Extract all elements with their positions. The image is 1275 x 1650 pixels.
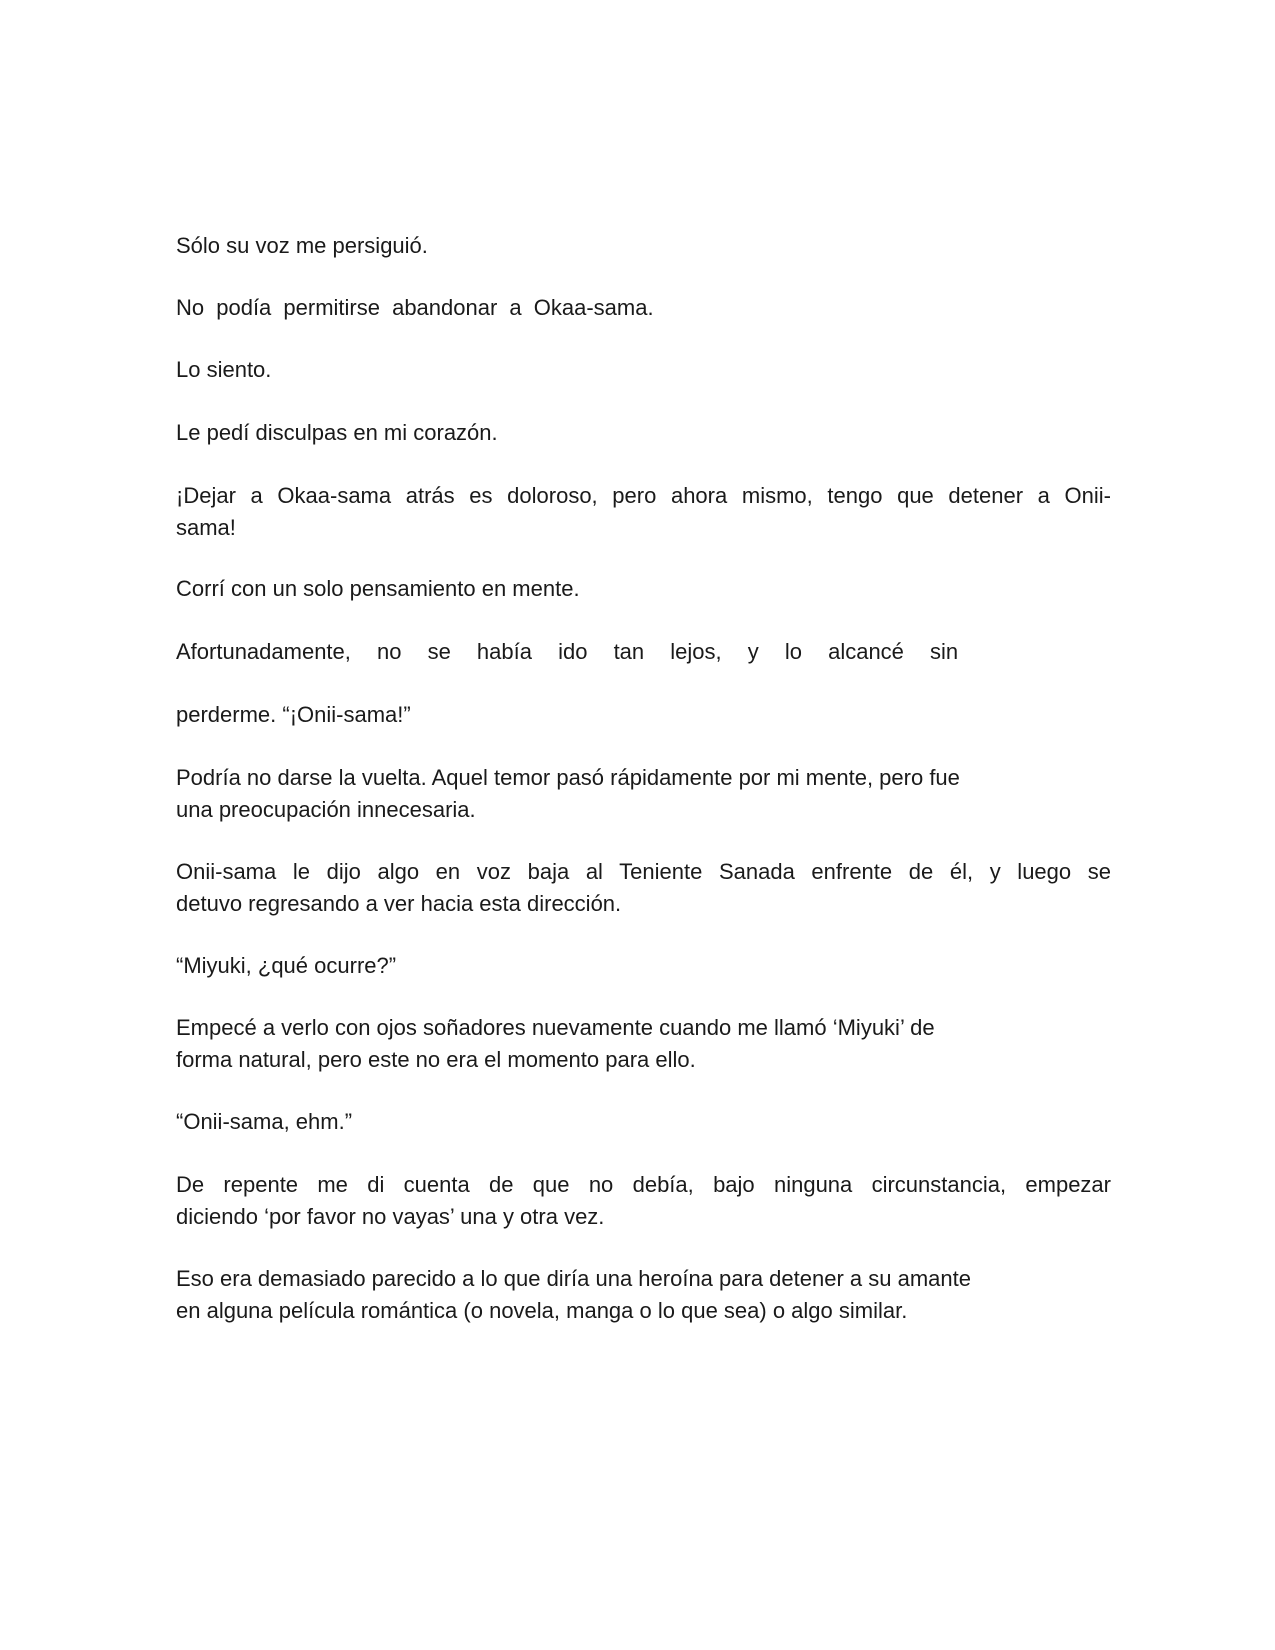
text-line: Afortunadamente, no se había ido tan lejos, y lo alcancé sin — [176, 639, 959, 664]
text-line: Sólo su voz me persiguió. — [176, 233, 428, 258]
paragraph-4 — [176, 417, 1111, 449]
text-line: en alguna película romántica (o novela, manga o lo que sea) o algo similar. — [176, 1298, 908, 1323]
paragraph-10 — [176, 856, 1111, 920]
text-line: perderme. “¡Onii-sama!” — [176, 702, 411, 727]
paragraph-12 — [176, 1012, 1111, 1076]
paragraph-6 — [176, 573, 1111, 605]
text-line: Onii-sama le dijo algo en voz baja al Teniente Sanada enfrente de él, y luego se — [176, 859, 1111, 884]
paragraph-5 — [176, 480, 1111, 544]
paragraph-1 — [176, 230, 1111, 262]
text-line: “Miyuki, ¿qué ocurre?” — [176, 953, 397, 978]
paragraph-3 — [176, 354, 1111, 386]
text-line: forma natural, pero este no era el momento para ello. — [176, 1047, 696, 1072]
paragraph-7 — [176, 636, 1111, 668]
paragraph-13 — [176, 1106, 1111, 1138]
paragraph-9 — [176, 762, 1111, 826]
text-line: detuvo regresando a ver hacia esta dirección. — [176, 891, 622, 916]
paragraph-15 — [176, 1263, 1111, 1327]
text-line: No podía permitirse abandonar a Okaa-sama. — [176, 295, 654, 320]
text-line: Podría no darse la vuelta. Aquel temor pasó rápidamente por mi mente, pero fue — [176, 765, 960, 790]
text-line: Le pedí disculpas en mi corazón. — [176, 420, 498, 445]
paragraph-8 — [176, 699, 1111, 731]
text-line: Corrí con un solo pensamiento en mente. — [176, 576, 580, 601]
text-line: una preocupación innecesaria. — [176, 797, 476, 822]
text-line: Lo siento. — [176, 357, 272, 382]
paragraph-14 — [176, 1169, 1111, 1233]
text-line: Empecé a verlo con ojos soñadores nuevamente cuando me llamó ‘Miyuki’ de — [176, 1015, 935, 1040]
text-line: diciendo ‘por favor no vayas’ una y otra vez. — [176, 1204, 605, 1229]
text-line: De repente me di cuenta de que no debía, bajo ninguna circunstancia, empezar — [176, 1172, 1111, 1197]
text-line: “Onii-sama, ehm.” — [176, 1109, 353, 1134]
text-line: sama! — [176, 515, 236, 540]
text-line: ¡Dejar a Okaa-sama atrás es doloroso, pero ahora mismo, tengo que detener a Onii- — [176, 483, 1111, 508]
paragraph-2 — [176, 292, 1111, 324]
paragraph-11 — [176, 950, 1111, 982]
text-line: Eso era demasiado parecido a lo que diría una heroína para detener a su amante — [176, 1266, 971, 1291]
